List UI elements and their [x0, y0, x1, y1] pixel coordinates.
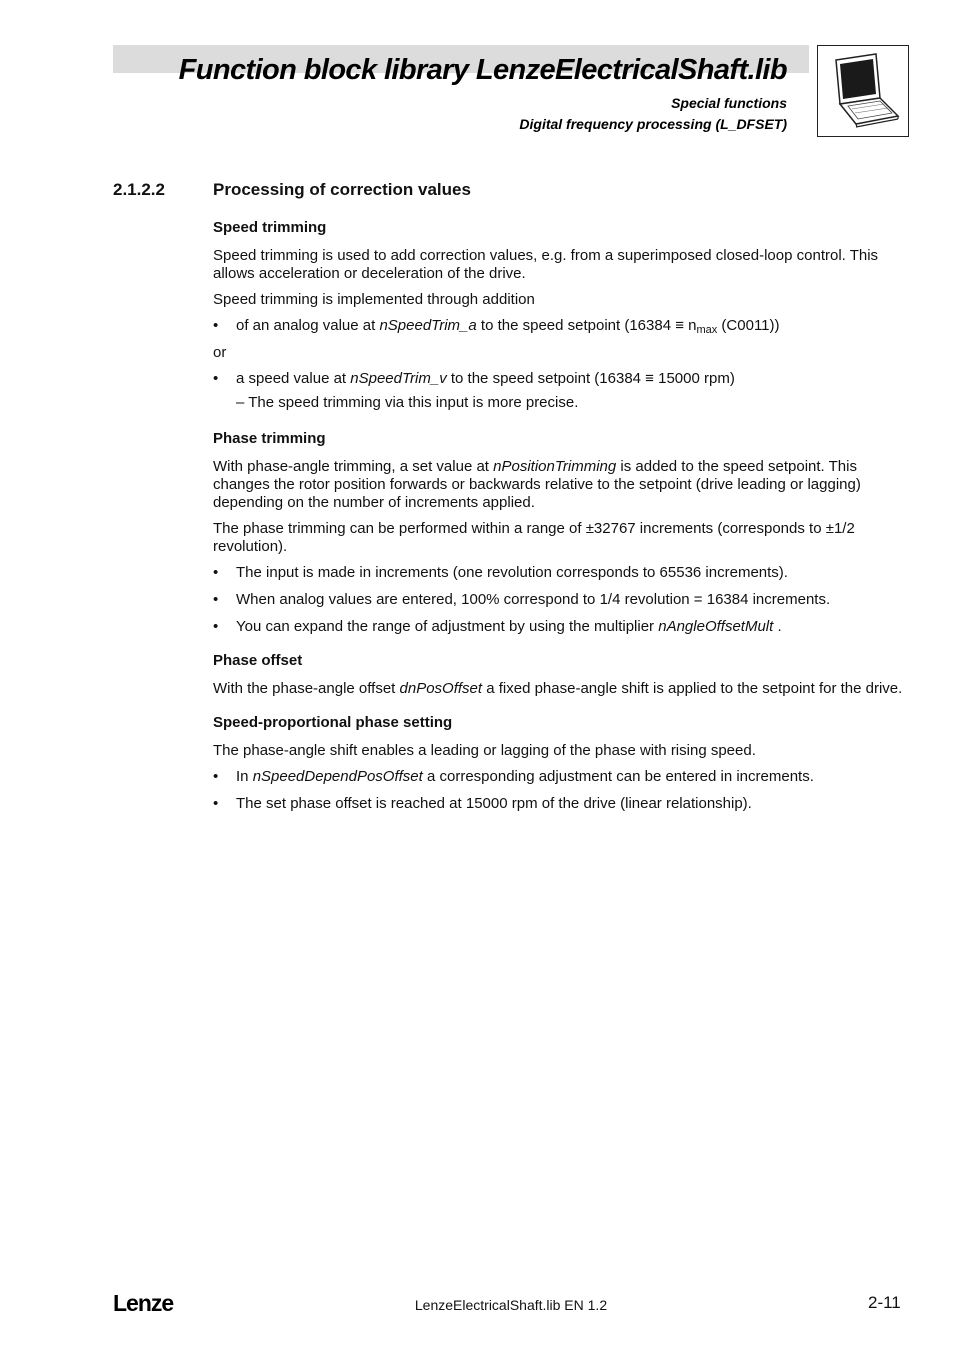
lenze-logo: Lenze	[113, 1290, 174, 1316]
paragraph: The phase trimming can be performed within a range of ±32767 increments (corresponds to ±1/2 revolution).	[213, 520, 855, 555]
variable-name: nPositionTrimming	[493, 458, 617, 475]
paragraph: With the phase-angle offset dnPosOffset a fixed phase-angle shift is applied to the setpoint for the drive.	[213, 680, 903, 697]
body-content	[213, 219, 910, 822]
list-item: • of an analog value at nSpeedTrim_a to the speed setpoint ($16384 \equiv n_{max}$ (C0011))	[213, 317, 780, 336]
subheading-speed-proportional: Speed-proportional phase setting	[213, 714, 453, 731]
section-title: Processing of correction values	[213, 180, 471, 199]
variable-name: nSpeedDependPosOffset	[252, 768, 423, 785]
list-item: • When analog values are entered, 100% correspond to 1/4 revolution = 16384 increments.	[213, 591, 831, 608]
footer-document-id: LenzeElectricalShaft.lib EN 1.2	[414, 1297, 608, 1313]
section-number: 2.1.2.2	[113, 180, 165, 199]
variable-name: nAngleOffsetMult	[658, 618, 774, 635]
list-subitem: – The speed trimming via this input is more precise.	[236, 394, 579, 411]
subheading-phase-offset: Phase offset	[213, 652, 303, 669]
paragraph: With phase-angle trimming, a set value at nPositionTrimming is added to the speed setpoint. This changes the rotor position forwards or backwards relative to the setpoint (drive leading or lagging) depending on the number of increments applied.	[213, 458, 861, 511]
paragraph: Speed trimming is implemented through addition	[213, 291, 535, 308]
list-item: • You can expand the range of adjustment by using the multiplier nAngleOffsetMult .	[213, 618, 782, 635]
list-item: • a speed value at nSpeedTrim_v to the speed setpoint (16384 ≡ 15000 rpm)	[213, 370, 735, 387]
paragraph: Speed trimming is used to add correction values, e.g. from a superimposed closed-loop control. This allows acceleration or deceleration of the drive.	[213, 247, 879, 282]
header-subtitle-2: Digital frequency processing (L_DFSET)	[519, 116, 787, 132]
document-title: Function block library LenzeElectricalShaft.lib	[178, 54, 787, 86]
bullet: •	[213, 317, 219, 334]
subheading-speed-trimming: Speed trimming	[213, 219, 327, 236]
list-item: • The set phase offset is reached at 15000 rpm of the drive (linear relationship).	[213, 795, 752, 812]
paragraph: The phase-angle shift enables a leading or lagging of the phase with rising speed.	[213, 742, 756, 759]
header-subtitle-1: Special functions	[671, 95, 787, 111]
paragraph-or: or	[213, 344, 227, 361]
laptop-icon	[817, 45, 909, 137]
variable-name: nSpeedTrim_a	[379, 317, 477, 334]
variable-name: nSpeedTrim_v	[350, 370, 447, 387]
list-item: • The input is made in increments (one revolution corresponds to 65536 increments).	[213, 564, 788, 581]
variable-name: dnPosOffset	[399, 680, 483, 697]
list-item: • In nSpeedDependPosOffset a corresponding adjustment can be entered in increments.	[213, 768, 814, 785]
page-number: 2-11	[868, 1293, 901, 1312]
subheading-phase-trimming: Phase trimming	[213, 430, 326, 447]
bullet: •	[213, 370, 219, 387]
